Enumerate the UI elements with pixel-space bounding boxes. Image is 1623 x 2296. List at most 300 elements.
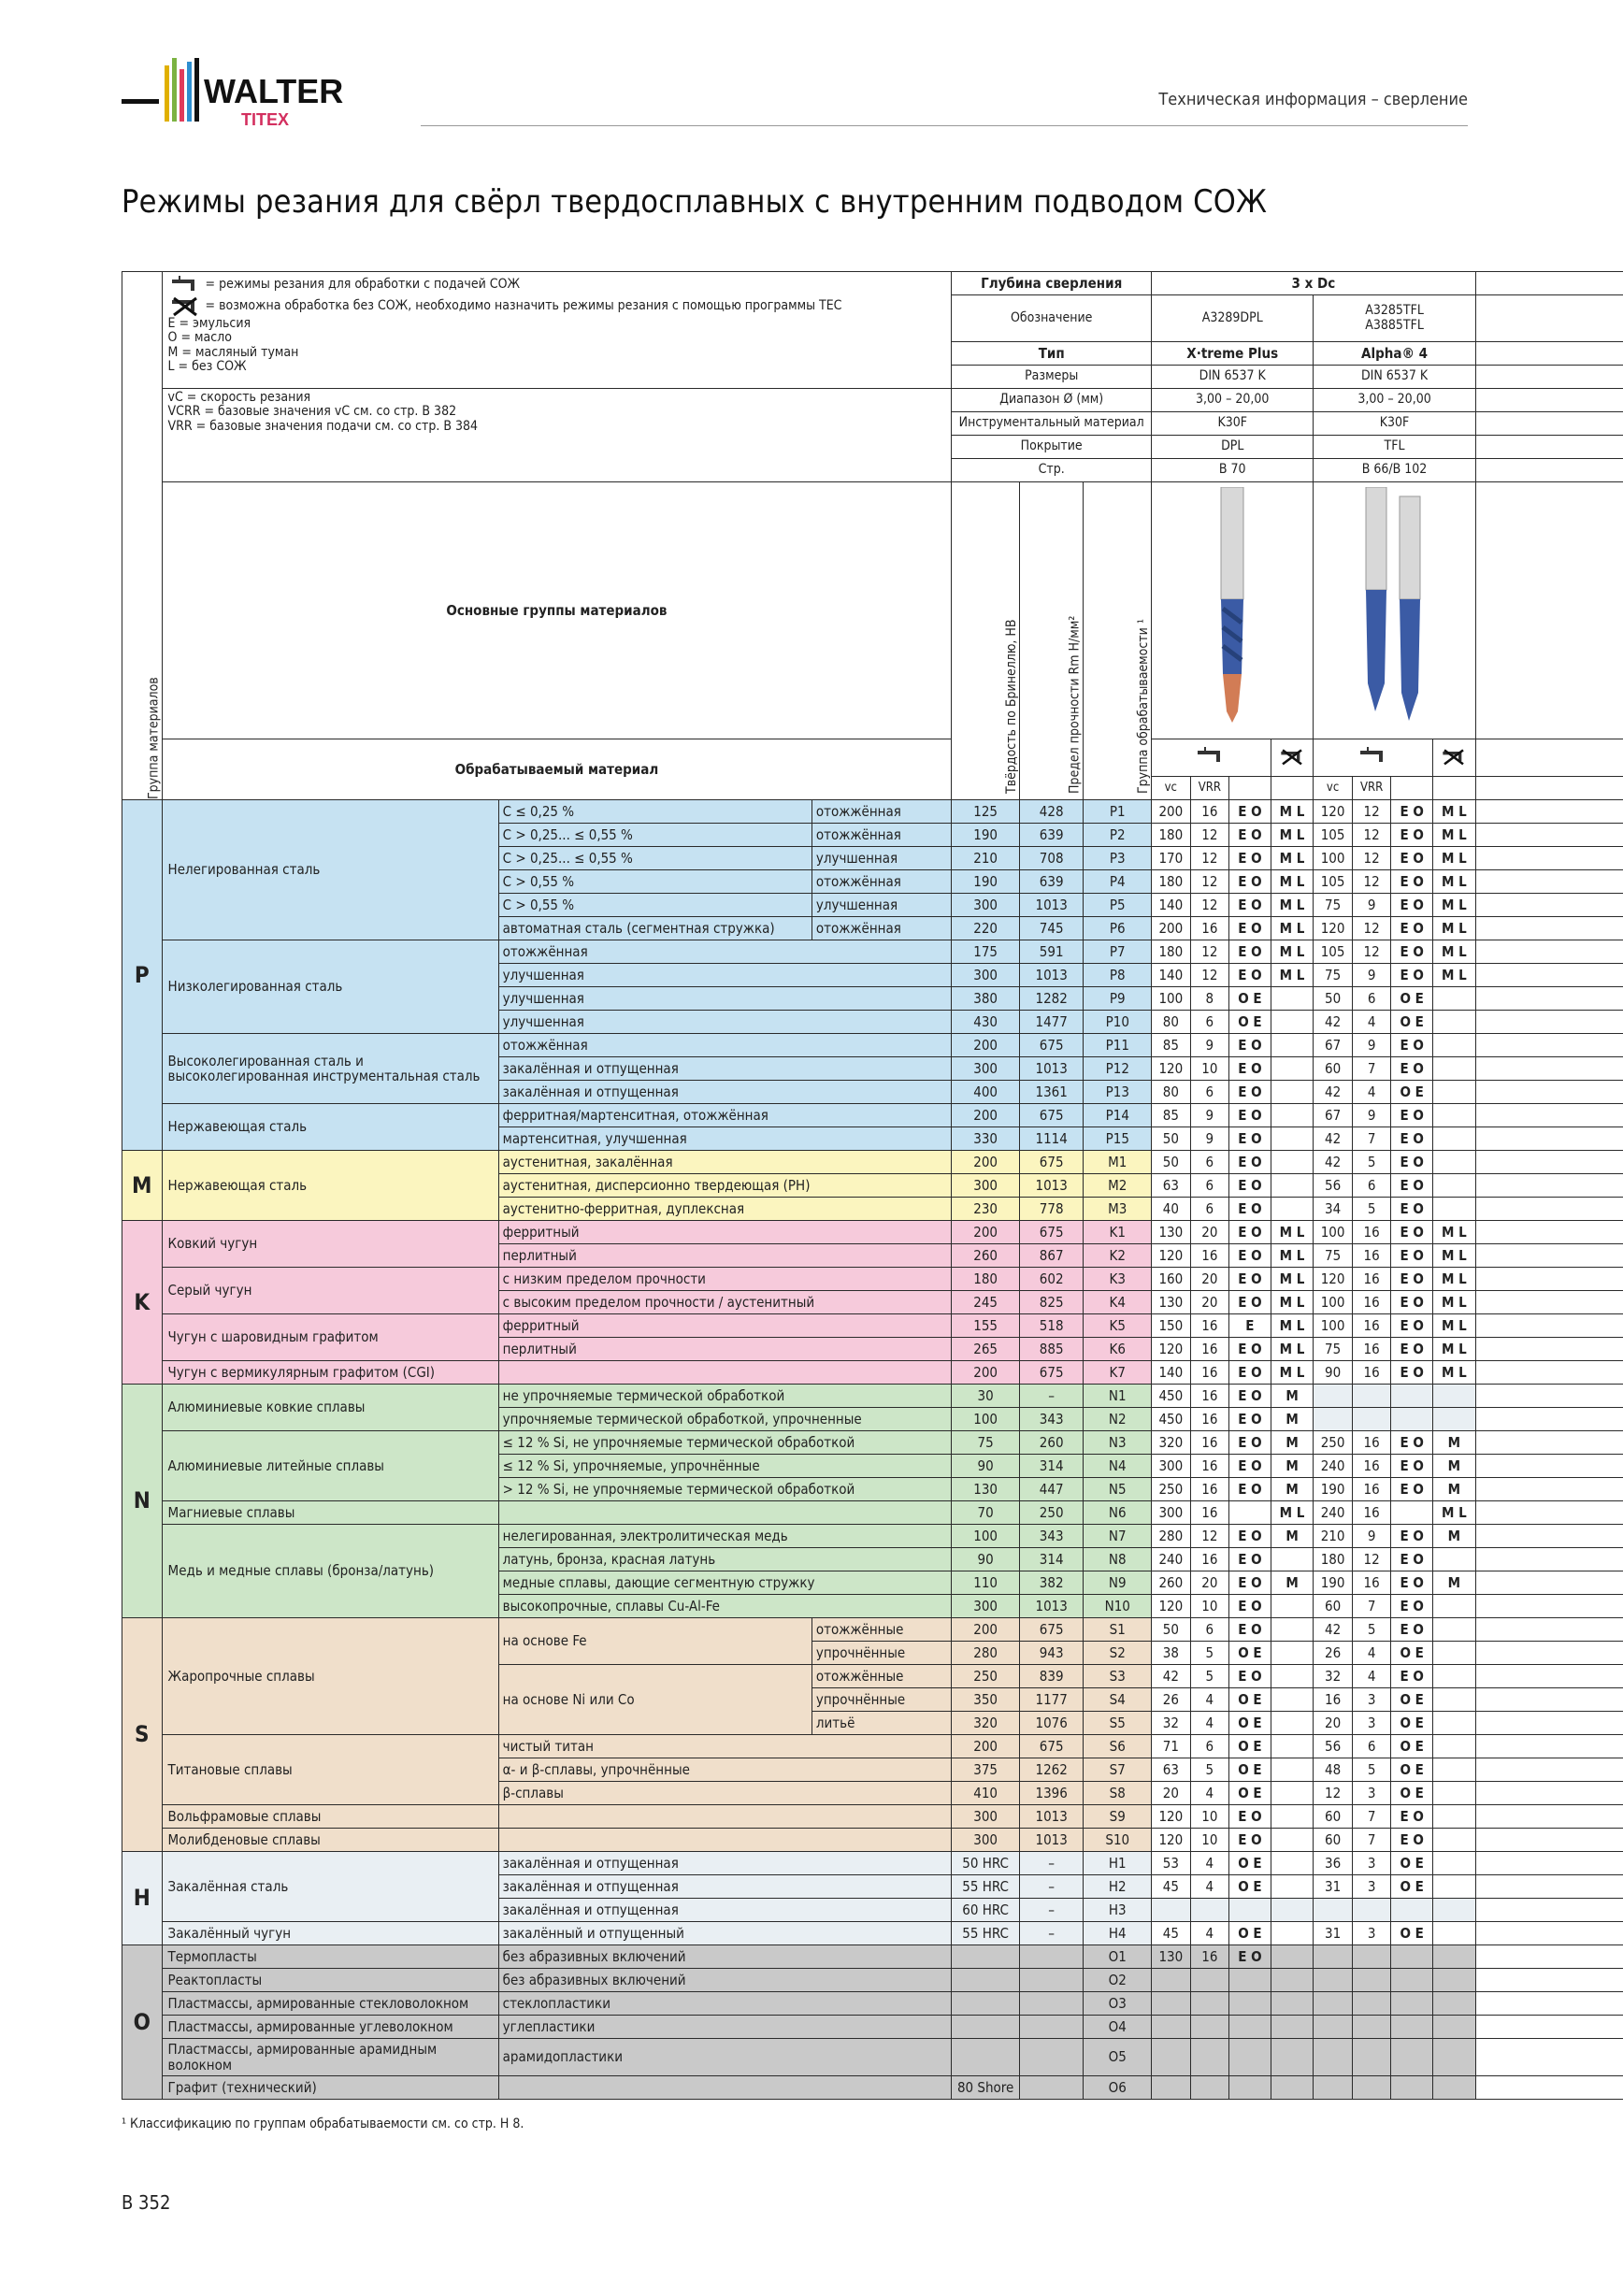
cell-vrr1: 12: [1190, 894, 1229, 917]
cell-hb: 125: [952, 800, 1020, 824]
cell-vc1: [1152, 2076, 1191, 2100]
cell-code: S4: [1084, 1688, 1152, 1712]
cell-code: K2: [1084, 1244, 1152, 1268]
cell-vrr1: 5: [1190, 1642, 1229, 1665]
cell-code: P12: [1084, 1057, 1152, 1081]
cell-vrr2: [1352, 2076, 1391, 2100]
cell-c1: [1229, 1969, 1271, 1992]
cell-vc1: 450: [1152, 1408, 1191, 1431]
cell-vc1: 150: [1152, 1314, 1191, 1338]
cell-rm: 1013: [1019, 894, 1083, 917]
cell-vc1: 42: [1152, 1665, 1191, 1688]
cell-d2: [1432, 1034, 1475, 1057]
cell-c2: O E: [1391, 1875, 1433, 1899]
cell-d1: M: [1271, 1408, 1314, 1431]
cell-c1: E O: [1229, 1455, 1271, 1478]
depth-value: 3 x Dc: [1152, 272, 1476, 295]
cell-vrr1: 4: [1190, 1782, 1229, 1805]
spacer: [1475, 917, 1623, 940]
depth-label: Глубина сверления: [952, 272, 1152, 295]
workpiece-header: Обрабатываемый материал: [162, 739, 952, 800]
cell-vc2: 75: [1314, 894, 1353, 917]
cell-vrr1: 16: [1190, 1385, 1229, 1408]
cell-c1: E: [1229, 1314, 1271, 1338]
cell-vc2: 42: [1314, 1618, 1353, 1642]
cell-vrr1: 8: [1190, 987, 1229, 1011]
spacer: [1475, 1642, 1623, 1665]
cell-vrr1: 6: [1190, 1174, 1229, 1198]
cell-vrr2: [1352, 1408, 1391, 1431]
material-spec: перлитный: [498, 1338, 952, 1361]
material-spec: не упрочняемые термической обработкой: [498, 1385, 952, 1408]
cell-c1: E O: [1229, 1198, 1271, 1221]
cell-code: P9: [1084, 987, 1152, 1011]
cell-vrr1: [1190, 1899, 1229, 1922]
cell-d2: M L: [1432, 917, 1475, 940]
cell-c2: E O: [1391, 1127, 1433, 1151]
cell-code: P1: [1084, 800, 1152, 824]
cell-vrr1: 5: [1190, 1758, 1229, 1782]
spacer: [1475, 482, 1623, 739]
cell-c1: E O: [1229, 1127, 1271, 1151]
cell-vrr1: 16: [1190, 1314, 1229, 1338]
cell-vc2: 120: [1314, 800, 1353, 824]
cell-vc2: 180: [1314, 1548, 1353, 1571]
cell-d2: [1432, 1198, 1475, 1221]
cell-vc2: 56: [1314, 1174, 1353, 1198]
material-spec: мартенситная, улучшенная: [498, 1127, 952, 1151]
cell-c1: O E: [1229, 1922, 1271, 1945]
cell-vc1: 53: [1152, 1852, 1191, 1875]
cell-d1: [1271, 1735, 1314, 1758]
cell-vc2: 42: [1314, 1011, 1353, 1034]
cell-code: P8: [1084, 964, 1152, 987]
cell-vrr1: 6: [1190, 1198, 1229, 1221]
cell-vc1: 63: [1152, 1174, 1191, 1198]
spec-value-tool1: X·treme Plus: [1152, 342, 1314, 366]
cell-vc1: 450: [1152, 1385, 1191, 1408]
cell-rm: 943: [1019, 1642, 1083, 1665]
cell-d2: M L: [1432, 1291, 1475, 1314]
cell-c2: E O: [1391, 1174, 1433, 1198]
drill-image-2: [1314, 482, 1475, 739]
material-row: [122, 1618, 1623, 1642]
spacer: [1475, 366, 1623, 389]
cell-vrr1: 16: [1190, 1501, 1229, 1525]
cell-vrr1: [1190, 2076, 1229, 2100]
cell-vrr2: 12: [1352, 940, 1391, 964]
cell-vc1: 140: [1152, 964, 1191, 987]
material-spec: C > 0,55 %: [498, 870, 812, 894]
coolant-header-icon: [1314, 739, 1433, 777]
cell-rm: 675: [1019, 1151, 1083, 1174]
cell-hb: 200: [952, 1104, 1020, 1127]
cell-vc1: 320: [1152, 1431, 1191, 1455]
cell-hb: 60 HRC: [952, 1899, 1020, 1922]
cell-vrr1: [1190, 1992, 1229, 2016]
cell-c2: O E: [1391, 1758, 1433, 1782]
cell-rm: 1361: [1019, 1081, 1083, 1104]
cell-vc1: 130: [1152, 1945, 1191, 1969]
cell-vrr1: 12: [1190, 870, 1229, 894]
cell-d2: M L: [1432, 1221, 1475, 1244]
drill-image-1: [1152, 482, 1314, 739]
cell-d2: [1432, 1922, 1475, 1945]
dry-header-icon: [1271, 739, 1314, 777]
cell-vrr2: 3: [1352, 1782, 1391, 1805]
cell-d2: [1432, 1642, 1475, 1665]
material-spec: C ≤ 0,25 %: [498, 800, 812, 824]
cell-vrr2: 3: [1352, 1922, 1391, 1945]
cell-c2: E O: [1391, 1151, 1433, 1174]
cell-rm: 1114: [1019, 1127, 1083, 1151]
legend-vc-block: [162, 389, 952, 482]
material-subgroup: Серый чугун: [162, 1268, 498, 1314]
cell-vc1: 280: [1152, 1525, 1191, 1548]
cell-d1: [1271, 1782, 1314, 1805]
cell-vrr2: [1352, 1992, 1391, 2016]
spacer: [1475, 1712, 1623, 1735]
spacer: [1475, 412, 1623, 436]
cell-c2: E O: [1391, 1525, 1433, 1548]
cell-c2: O E: [1391, 1922, 1433, 1945]
cell-code: P14: [1084, 1104, 1152, 1127]
spec-value-tool2: B 66/B 102: [1314, 459, 1475, 482]
material-condition: отожжённая: [812, 824, 951, 847]
cell-vrr2: 4: [1352, 1081, 1391, 1104]
material-condition: упрочнённые: [812, 1688, 951, 1712]
cell-vrr1: 10: [1190, 1595, 1229, 1618]
section-header: Техническая информация – сверление: [1158, 90, 1468, 109]
legend-vc-line: VCRR = базовые значения vC см. со стр. B 382: [167, 404, 457, 420]
cell-vrr1: 10: [1190, 1829, 1229, 1852]
cell-code: P15: [1084, 1127, 1152, 1151]
material-spec: [498, 1501, 952, 1525]
cell-vrr2: 7: [1352, 1057, 1391, 1081]
cell-c2: [1391, 1992, 1433, 2016]
cell-vrr1: 16: [1190, 1338, 1229, 1361]
cell-vc1: 80: [1152, 1011, 1191, 1034]
cell-hb: 410: [952, 1782, 1020, 1805]
spacer: [1475, 847, 1623, 870]
cell-rm: [1019, 1945, 1083, 1969]
spec-value-tool1: DPL: [1152, 436, 1314, 459]
spec-label: Размеры: [952, 366, 1152, 389]
cell-d1: M L: [1271, 1268, 1314, 1291]
cell-c2: E O: [1391, 940, 1433, 964]
cell-vc1: 50: [1152, 1151, 1191, 1174]
material-condition: литьё: [812, 1712, 951, 1735]
cell-hb: 70: [952, 1501, 1020, 1525]
material-row: [122, 1104, 1623, 1127]
spacer: [1475, 1618, 1623, 1642]
cell-vc1: 130: [1152, 1291, 1191, 1314]
material-spec: аустенитно-ферритная, дуплексная: [498, 1198, 952, 1221]
cell-c1: O E: [1229, 1782, 1271, 1805]
material-subgroup: Нержавеющая сталь: [162, 1151, 498, 1221]
cell-d2: [1432, 1969, 1475, 1992]
cell-vc2: 120: [1314, 1268, 1353, 1291]
cell-code: S2: [1084, 1642, 1152, 1665]
cell-vc2: 31: [1314, 1922, 1353, 1945]
cell-d1: [1271, 1688, 1314, 1712]
cell-rm: 1396: [1019, 1782, 1083, 1805]
legend-media-line: M = масляный туман: [167, 344, 299, 360]
cell-d2: [1432, 1735, 1475, 1758]
cell-vc1: [1152, 2039, 1191, 2076]
spacer: [1475, 1969, 1623, 1992]
cell-c1: E O: [1229, 870, 1271, 894]
cell-vrr2: 9: [1352, 1034, 1391, 1057]
cell-vrr2: 16: [1352, 1221, 1391, 1244]
cell-vrr2: 16: [1352, 1268, 1391, 1291]
legend-media-line: E = эмульсия: [167, 316, 251, 331]
cell-vrr1: 12: [1190, 964, 1229, 987]
cell-c2: [1391, 2039, 1433, 2076]
cell-d2: M L: [1432, 1501, 1475, 1525]
cell-vc1: [1152, 2016, 1191, 2039]
cell-vrr1: 16: [1190, 1945, 1229, 1969]
cell-rm: 1013: [1019, 1057, 1083, 1081]
cell-code: S7: [1084, 1758, 1152, 1782]
cell-d2: M L: [1432, 1314, 1475, 1338]
cell-vc2: 50: [1314, 987, 1353, 1011]
cell-d1: [1271, 1945, 1314, 1969]
material-subgroup: Графит (технический): [162, 2076, 498, 2100]
cell-c2: E O: [1391, 1548, 1433, 1571]
material-spec: на основе Fe: [498, 1618, 812, 1665]
spacer: [1475, 1782, 1623, 1805]
blank-cell: [1229, 777, 1271, 800]
cell-vrr1: 20: [1190, 1291, 1229, 1314]
cell-d1: M L: [1271, 1338, 1314, 1361]
cell-rm: 1013: [1019, 1174, 1083, 1198]
spec-value-tool1: K30F: [1152, 412, 1314, 436]
material-row: [122, 1829, 1623, 1852]
cell-vrr2: 5: [1352, 1198, 1391, 1221]
cell-c2: O E: [1391, 987, 1433, 1011]
cell-vc1: 120: [1152, 1595, 1191, 1618]
cell-d2: [1432, 1992, 1475, 2016]
cell-code: H3: [1084, 1899, 1152, 1922]
spec-value-tool1: DIN 6537 K: [1152, 366, 1314, 389]
cell-code: N10: [1084, 1595, 1152, 1618]
cell-d1: M L: [1271, 917, 1314, 940]
spacer: [1475, 1922, 1623, 1945]
cell-vc2: 100: [1314, 1314, 1353, 1338]
cell-vrr2: 9: [1352, 1104, 1391, 1127]
cell-vc2: 240: [1314, 1501, 1353, 1525]
cell-vrr2: 7: [1352, 1805, 1391, 1829]
cell-vc2: 42: [1314, 1151, 1353, 1174]
cell-vrr2: 12: [1352, 917, 1391, 940]
material-row: [122, 940, 1623, 964]
cell-vc1: 300: [1152, 1501, 1191, 1525]
cell-code: P7: [1084, 940, 1152, 964]
spacer: [1475, 940, 1623, 964]
cell-vrr1: 20: [1190, 1268, 1229, 1291]
cell-d2: M L: [1432, 847, 1475, 870]
spacer: [1475, 824, 1623, 847]
cell-vc1: 120: [1152, 1244, 1191, 1268]
cell-c1: E O: [1229, 847, 1271, 870]
cell-hb: [952, 1969, 1020, 1992]
cell-hb: 130: [952, 1478, 1020, 1501]
cell-code: S3: [1084, 1665, 1152, 1688]
material-spec: ≤ 12 % Si, упрочняемые, упрочнённые: [498, 1455, 952, 1478]
cell-rm: 675: [1019, 1034, 1083, 1057]
cell-d1: [1271, 1034, 1314, 1057]
cell-c1: E O: [1229, 824, 1271, 847]
cell-hb: 100: [952, 1408, 1020, 1431]
cell-vc2: 16: [1314, 1688, 1353, 1712]
spacer: [1475, 1081, 1623, 1104]
cell-c2: O E: [1391, 1642, 1433, 1665]
cell-rm: –: [1019, 1875, 1083, 1899]
dry-icon: [168, 294, 202, 317]
cell-rm: 1177: [1019, 1688, 1083, 1712]
cell-vc2: [1314, 2076, 1353, 2100]
cell-vc2: [1314, 1899, 1353, 1922]
cell-c2: O E: [1391, 1735, 1433, 1758]
cell-vc1: 140: [1152, 1361, 1191, 1385]
cell-c1: E O: [1229, 1057, 1271, 1081]
cell-code: O5: [1084, 2039, 1152, 2076]
cell-c1: [1229, 1899, 1271, 1922]
cell-hb: [952, 1992, 1020, 2016]
cell-c1: E O: [1229, 1618, 1271, 1642]
cell-c1: E O: [1229, 1361, 1271, 1385]
cell-hb: 90: [952, 1548, 1020, 1571]
cell-c1: E O: [1229, 940, 1271, 964]
cell-vrr2: 16: [1352, 1571, 1391, 1595]
cell-code: N5: [1084, 1478, 1152, 1501]
cell-d1: M L: [1271, 1361, 1314, 1385]
cell-c2: E O: [1391, 1595, 1433, 1618]
cell-code: K1: [1084, 1221, 1152, 1244]
legend-vc-line: VRR = базовые значения подачи см. со стр. B 384: [167, 418, 479, 434]
cell-vc2: 190: [1314, 1571, 1353, 1595]
cell-c1: E O: [1229, 1174, 1271, 1198]
cell-vrr1: 16: [1190, 1478, 1229, 1501]
material-spec: закалённая и отпущенная: [498, 1057, 952, 1081]
cell-vc1: 120: [1152, 1829, 1191, 1852]
spec-label: Инструментальный материал: [952, 412, 1152, 436]
cell-c2: E O: [1391, 870, 1433, 894]
cell-vrr2: 6: [1352, 987, 1391, 1011]
material-subgroup: Закалённая сталь: [162, 1852, 498, 1922]
material-row: [122, 1992, 1623, 2016]
cell-vrr2: [1352, 1899, 1391, 1922]
cell-vc2: [1314, 1969, 1353, 1992]
cell-c1: E O: [1229, 1291, 1271, 1314]
spec-value-tool2: A3285TFL A3885TFL: [1314, 295, 1475, 342]
material-subgroup: Высоколегированная сталь и высоколегированная инструментальная сталь: [162, 1034, 498, 1104]
material-spec: C > 0,25... ≤ 0,55 %: [498, 824, 812, 847]
cell-c1: [1229, 2076, 1271, 2100]
cell-c1: O E: [1229, 1642, 1271, 1665]
spacer: [1475, 870, 1623, 894]
cell-c1: E O: [1229, 1829, 1271, 1852]
cell-c2: E O: [1391, 1268, 1433, 1291]
cell-d2: [1432, 1758, 1475, 1782]
cell-vc1: 170: [1152, 847, 1191, 870]
spacer: [1475, 1198, 1623, 1221]
cell-vc1: 260: [1152, 1571, 1191, 1595]
cell-vrr1: 12: [1190, 1525, 1229, 1548]
cell-c1: O E: [1229, 1735, 1271, 1758]
cell-d1: [1271, 1992, 1314, 2016]
material-spec: ≤ 12 % Si, не упрочняемые термической обработкой: [498, 1431, 952, 1455]
material-spec: упрочняемые термической обработкой, упрочненные: [498, 1408, 952, 1431]
cell-d1: M L: [1271, 1244, 1314, 1268]
cell-code: P6: [1084, 917, 1152, 940]
cell-rm: 825: [1019, 1291, 1083, 1314]
cell-d1: [1271, 1057, 1314, 1081]
cell-d2: M: [1432, 1478, 1475, 1501]
cell-rm: 518: [1019, 1314, 1083, 1338]
cell-rm: 745: [1019, 917, 1083, 940]
material-condition: улучшенная: [812, 894, 951, 917]
material-spec: закалённая и отпущенная: [498, 1852, 952, 1875]
cell-rm: 675: [1019, 1735, 1083, 1758]
legend-coolant: = режимы резания для обработки с подачей СОЖ: [168, 274, 946, 294]
spacer: [1475, 2076, 1623, 2100]
spacer: [1475, 1408, 1623, 1431]
header-divider: [421, 125, 1468, 126]
cell-rm: 314: [1019, 1548, 1083, 1571]
cell-vrr2: 16: [1352, 1478, 1391, 1501]
cell-c1: E O: [1229, 800, 1271, 824]
cell-code: N7: [1084, 1525, 1152, 1548]
cell-vc1: 50: [1152, 1618, 1191, 1642]
legend-vc-line: vC = скорость резания: [167, 390, 311, 405]
cell-d2: M: [1432, 1571, 1475, 1595]
material-subgroup: Закалённый чугун: [162, 1922, 498, 1945]
spacer: [1475, 1455, 1623, 1478]
cell-c1: E O: [1229, 1104, 1271, 1127]
cell-c2: E O: [1391, 1034, 1433, 1057]
cell-vc2: 210: [1314, 1525, 1353, 1548]
material-spec: медные сплавы, дающие сегментную стружку: [498, 1571, 952, 1595]
cell-c1: E O: [1229, 1034, 1271, 1057]
cell-d2: [1432, 1899, 1475, 1922]
cell-c2: [1391, 1899, 1433, 1922]
cell-d1: [1271, 1852, 1314, 1875]
material-row: [122, 1431, 1623, 1455]
legend-media: [168, 317, 946, 375]
cell-vrr1: [1190, 2039, 1229, 2076]
page-title: Режимы резания для свёрл твердосплавных с внутренним подводом СОЖ: [122, 183, 1268, 221]
cell-d2: M L: [1432, 894, 1475, 917]
cell-c2: E O: [1391, 847, 1433, 870]
cell-c2: E O: [1391, 917, 1433, 940]
cell-vc2: 105: [1314, 940, 1353, 964]
material-row: [122, 1969, 1623, 1992]
legend-block: [162, 272, 952, 389]
cell-vc1: [1152, 1969, 1191, 1992]
group-letter: K: [122, 1221, 163, 1385]
cell-rm: 314: [1019, 1455, 1083, 1478]
cell-d1: M L: [1271, 940, 1314, 964]
cell-vc2: 42: [1314, 1081, 1353, 1104]
cell-hb: 265: [952, 1338, 1020, 1361]
cell-code: O3: [1084, 1992, 1152, 2016]
cell-d2: M L: [1432, 1338, 1475, 1361]
material-spec: ферритный: [498, 1314, 952, 1338]
cell-rm: [1019, 2016, 1083, 2039]
cell-vc1: 140: [1152, 894, 1191, 917]
